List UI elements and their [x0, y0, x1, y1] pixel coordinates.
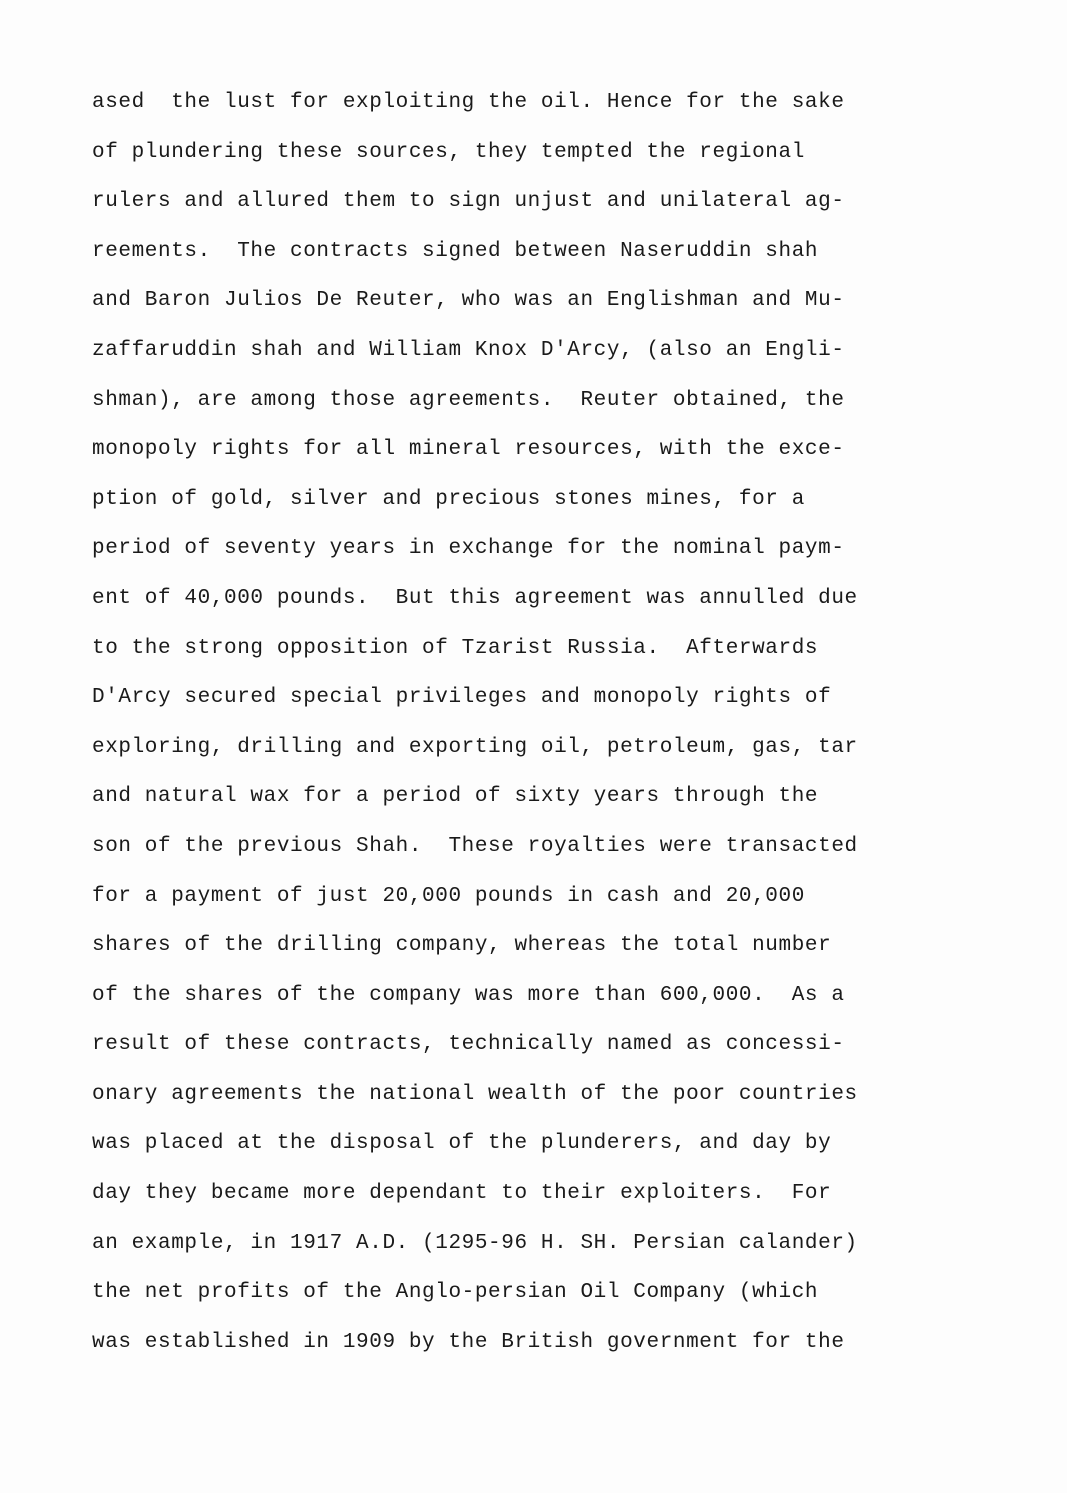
text-line: and natural wax for a period of sixty years through the	[92, 785, 819, 809]
text-line: son of the previous Shah. These royalties were transacted	[92, 834, 858, 858]
text-line: shares of the drilling company, whereas the total number	[92, 934, 832, 958]
text-line: for a payment of just 20,000 pounds in cash and 20,000	[92, 884, 805, 908]
text-line: onary agreements the national wealth of the poor countries	[92, 1082, 858, 1106]
text-line: ased the lust for exploiting the oil. Hence for the sake	[92, 91, 845, 114]
text-line: was placed at the disposal of the plunderers, and day by	[92, 1132, 832, 1156]
text-line: of the shares of the company was more than 600,000. As a	[92, 983, 845, 1007]
text-line: shman), are among those agreements. Reuter obtained, the	[92, 388, 845, 412]
text-line: of plundering these sources, they tempted the regional	[92, 140, 805, 164]
text-line: monopoly rights for all mineral resources, with the exce-	[92, 438, 845, 462]
text-line: an example, in 1917 A.D. (1295-96 H. SH. Persian calander)	[92, 1231, 858, 1255]
text-line: zaffaruddin shah and William Knox D'Arcy, (also an Engli-	[92, 338, 845, 362]
text-line: rulers and allured them to sign unjust and unilateral ag-	[92, 190, 845, 214]
text-line: day they became more dependant to their exploiters. For	[92, 1182, 832, 1206]
text-line: result of these contracts, technically named as concessi-	[92, 1033, 845, 1057]
text-line: and Baron Julios De Reuter, who was an Englishman and Mu-	[92, 289, 845, 313]
text-line: exploring, drilling and exporting oil, petroleum, gas, tar	[92, 735, 858, 759]
body-text	[92, 78, 972, 1367]
text-line: period of seventy years in exchange for the nominal paym-	[92, 537, 845, 561]
text-line: to the strong opposition of Tzarist Russia. Afterwards	[92, 636, 819, 660]
text-line: was established in 1909 by the British government for the	[92, 1330, 845, 1354]
text-line: D'Arcy secured special privileges and monopoly rights of	[92, 686, 832, 710]
text-line: the net profits of the Anglo-persian Oil Company (which	[92, 1281, 819, 1305]
text-line: ent of 40,000 pounds. But this agreement was annulled due	[92, 586, 858, 610]
text-line: reements. The contracts signed between Naseruddin shah	[92, 239, 819, 263]
text-line: ption of gold, silver and precious stones mines, for a	[92, 487, 805, 511]
